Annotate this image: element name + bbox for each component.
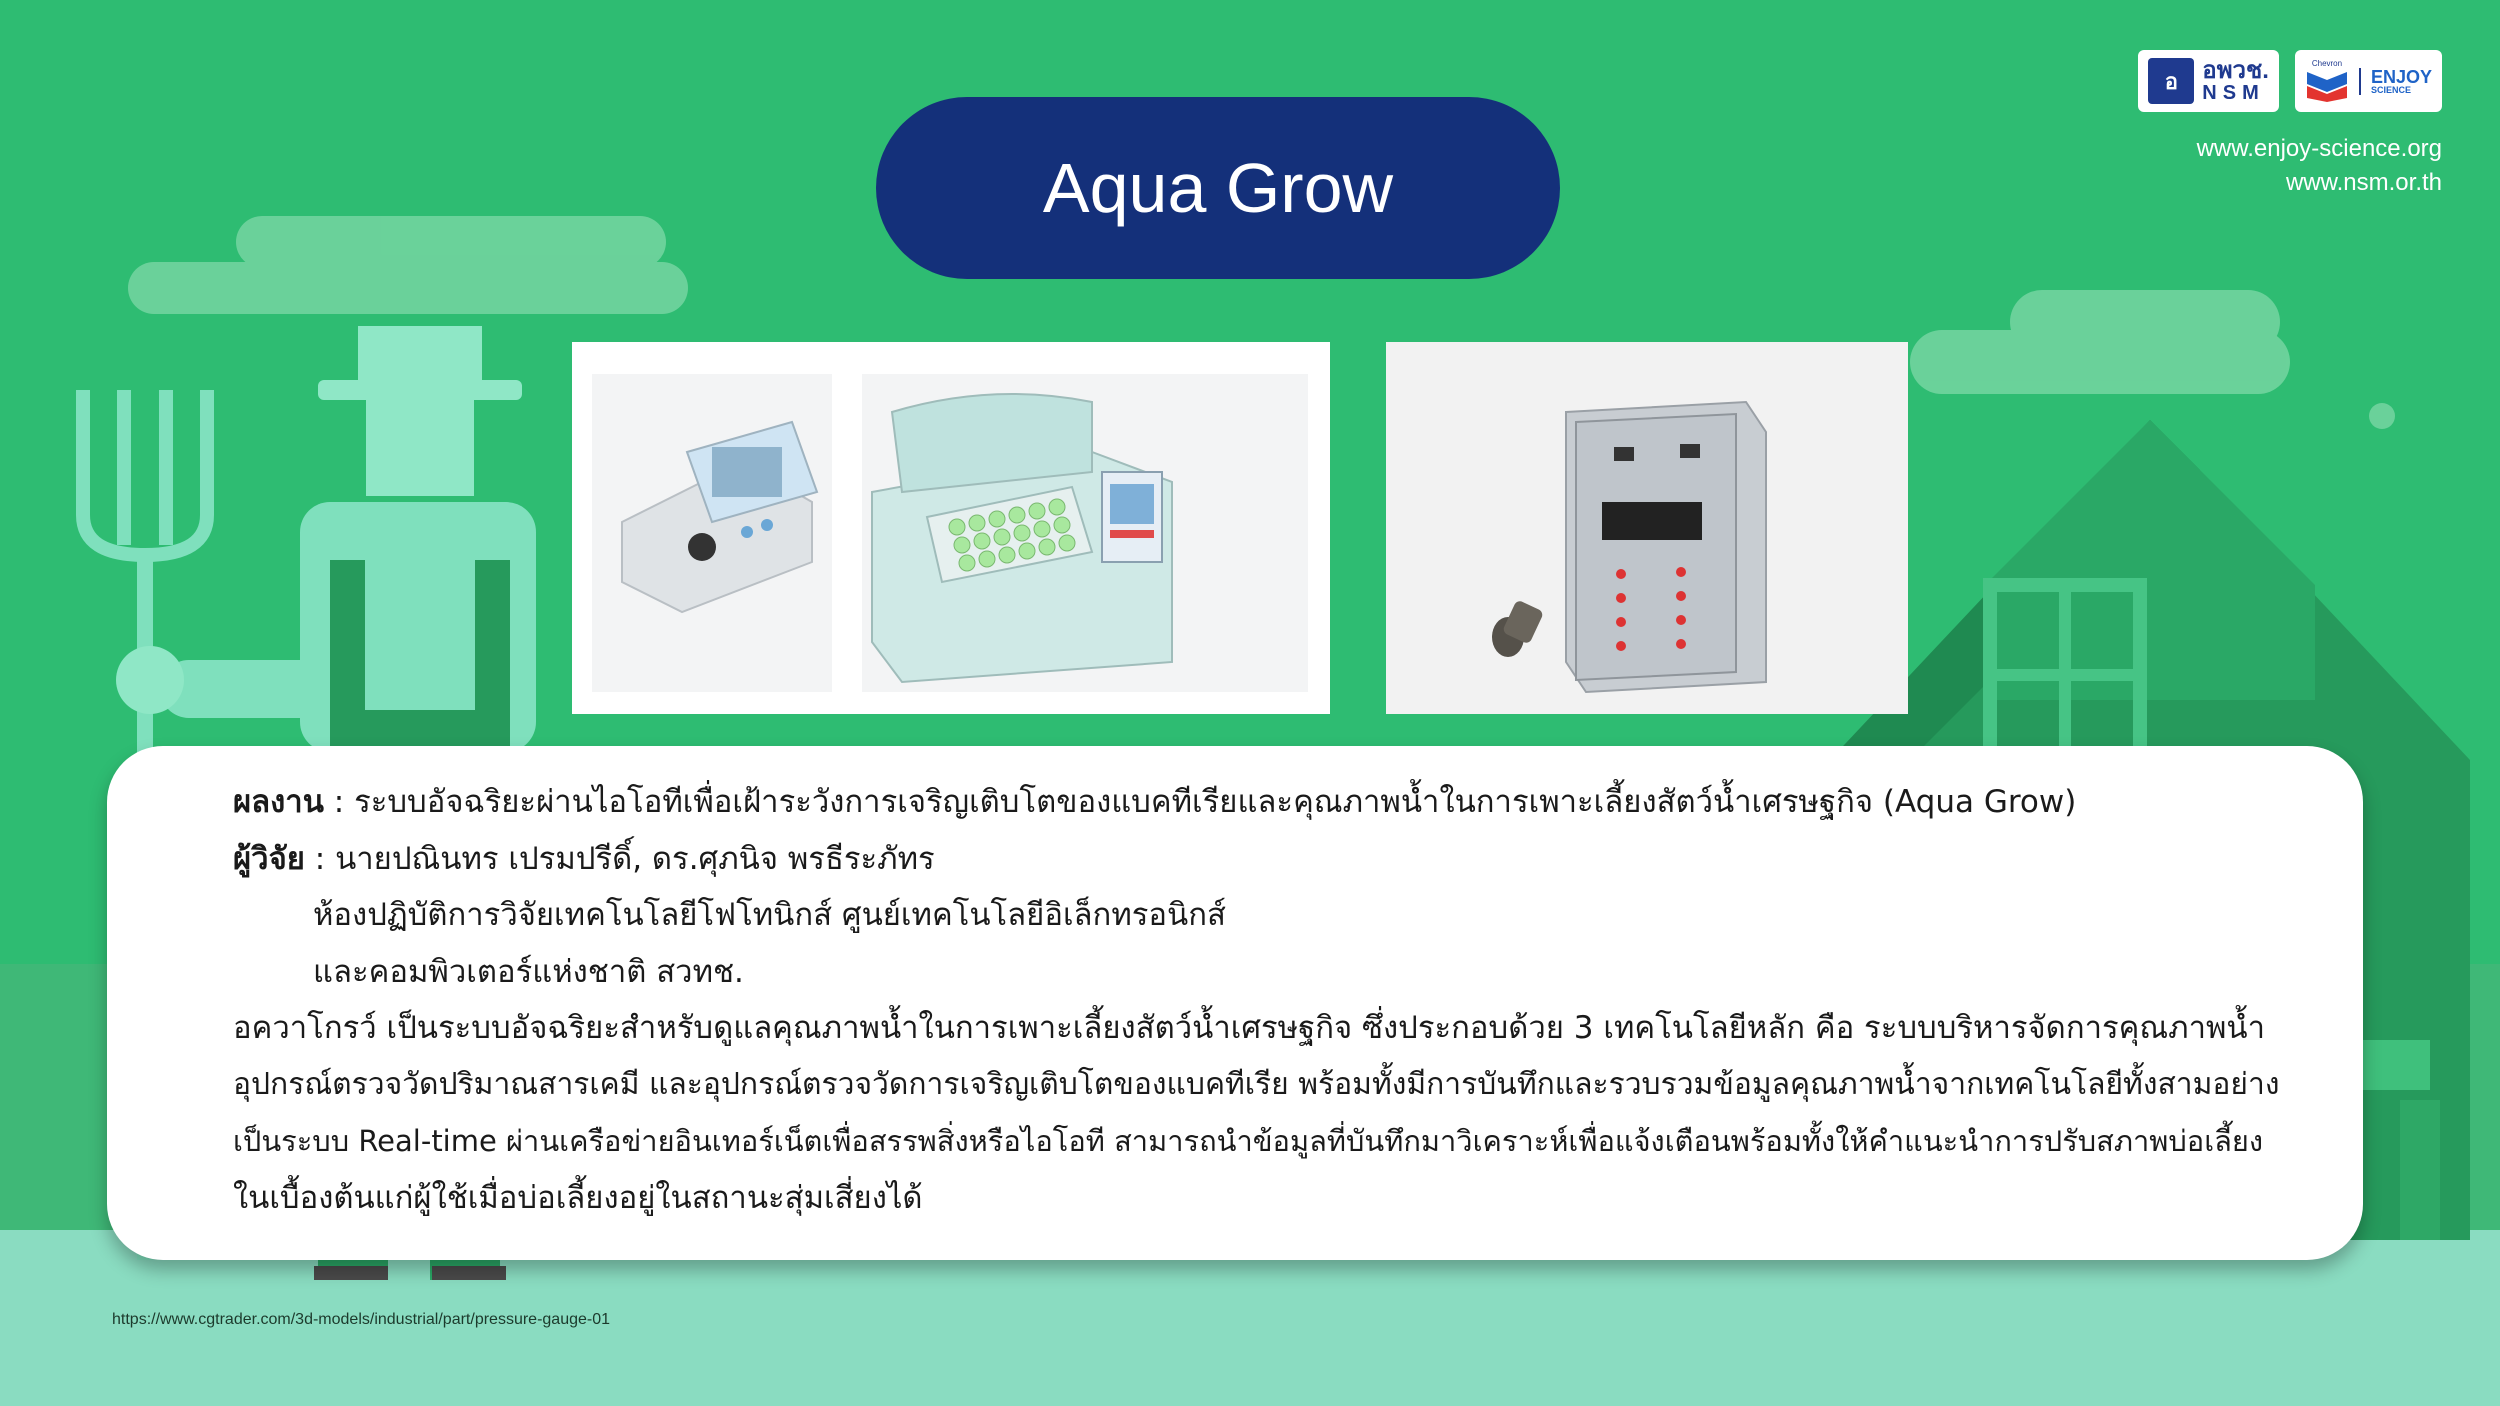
work-description: ระบบอัจฉริยะผ่านไอโอทีเพื่อเฝ้าระวังการเจริญเติบโตของแบคทีเรียและคุณภาพน้ำในการเพาะเลี้ยงสัตว์น้ำเศรษฐกิจ (Aqua Grow) xyxy=(354,784,2077,820)
nsm-logo xyxy=(2138,50,2279,112)
work-line: ผลงาน : ระบบอัจฉริยะผ่านไอโอทีเพื่อเฝ้าระวังการเจริญเติบโตของแบคทีเรียและคุณภาพน้ำในการเพาะเลี้ยงสัตว์น้ำเศรษฐกิจ (Aqua Grow) xyxy=(233,784,2077,820)
product-photo-control-box xyxy=(1386,342,1908,714)
description-line-1: อควาโกรว์ เป็นระบบอัจฉริยะสำหรับดูแลคุณภาพน้ำในการเพาะเลี้ยงสัตว์น้ำเศรษฐกิจ ซึ่งประกอบด้วย 3 เทคโนโลยีหลัก คือ ระบบบริหารจัดการคุณภาพน้ำ xyxy=(233,1010,2266,1046)
description-line-4: ในเบื้องต้นแก่ผู้ใช้เมื่อบ่อเลี้ยงอยู่ในสถานะสุ่มเสี่ยงได้ xyxy=(233,1179,923,1216)
device-illustration xyxy=(572,342,1330,714)
description-line-3: เป็นระบบ Real-time ผ่านเครือข่ายอินเทอร์เน็ตเพื่อสรรพสิ่งหรือไอโอที สามารถนำข้อมูลที่บันทึกมาวิเคราะห์เพื่อแจ้งเตือนพร้อมทั้งให้คำแนะนำการปรับสภาพบ่อเลี้ยง xyxy=(233,1124,2264,1158)
affiliation-line-1: ห้องปฏิบัติการวิจัยเทคโนโลยีโฟโทนิกส์ ศูนย์เทคโนโลยีอิเล็กทรอนิกส์ xyxy=(313,897,1226,933)
partner-logos xyxy=(2138,50,2442,112)
nsm-logo-thai: อพวช. xyxy=(2202,57,2269,84)
researcher-line: ผู้วิจัย : นายปณินทร เปรมปรีดิ์, ดร.ศุภนิจ พรธีระภัทร xyxy=(233,840,935,877)
product-photo-devices xyxy=(572,342,1330,714)
work-label: ผลงาน xyxy=(233,784,324,820)
nsm-logo-mark: อ xyxy=(2148,58,2194,104)
description-line-2: อุปกรณ์ตรวจวัดปริมาณสารเคมี และอุปกรณ์ตรวจวัดการเจริญเติบโตของแบคทีเรีย พร้อมทั้งมีการบันทึกและรวบรวมข้อมูลคุณภาพน้ำจากเทคโนโลยีทั้งสามอย่าง xyxy=(233,1066,2280,1102)
url-nsm[interactable]: www.nsm.or.th xyxy=(2285,169,2442,196)
image-source-credit[interactable]: https://www.cgtrader.com/3d-models/industrial/part/pressure-gauge-01 xyxy=(112,1311,611,1328)
control-box-illustration xyxy=(1386,342,1908,714)
researcher-label: ผู้วิจัย xyxy=(233,840,305,877)
enjoy-science-logo: ENJOY SCIENCE xyxy=(2359,68,2432,95)
chevron-enjoy-science-logo xyxy=(2295,50,2442,112)
affiliation-line-2: และคอมพิวเตอร์แห่งชาติ สวทช. xyxy=(313,953,744,990)
chevron-icon xyxy=(2307,68,2347,102)
website-links xyxy=(2197,132,2442,200)
chevron-logo: Chevron xyxy=(2305,59,2349,103)
researcher-names: นายปณินทร เปรมปรีดิ์, ดร.ศุภนิจ พรธีระภัทร xyxy=(335,840,935,877)
project-info-card xyxy=(107,746,2363,1260)
nsm-logo-english: NSM xyxy=(2202,82,2265,104)
url-enjoy-science[interactable]: www.enjoy-science.org xyxy=(2196,135,2442,162)
page-title: Aqua Grow xyxy=(876,97,1560,279)
